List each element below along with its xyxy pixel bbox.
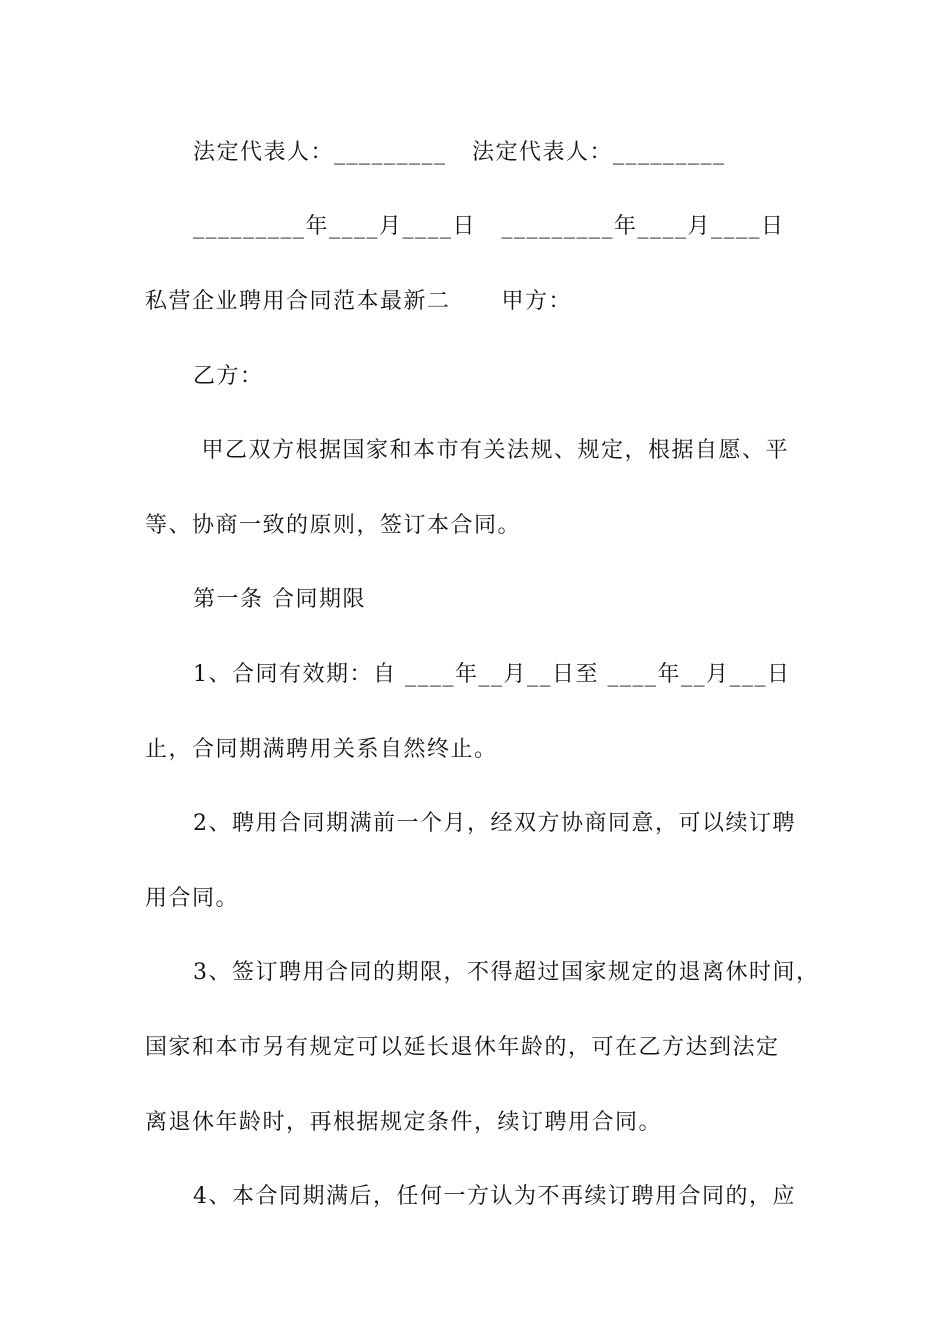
clause-1-line-2: 止，合同期满聘用关系自然终止。 <box>145 737 498 762</box>
signature-line: 法定代表人：_________ 法定代表人：_________ <box>193 140 726 165</box>
clause-2-line-1: 2、聘用合同期满前一个月，经双方协商同意，可以续订聘 <box>193 811 796 836</box>
article-1-heading: 第一条 合同期限 <box>193 587 366 612</box>
clause-1-line-1: 1、合同有效期：自 ____年__月__日至 ____年__月___日 <box>193 662 791 687</box>
contract-title-line: 私营企业聘用合同范本最新二 甲方： <box>145 289 572 314</box>
clause-2-line-2: 用合同。 <box>145 886 240 911</box>
party-b-label: 乙方： <box>193 364 264 389</box>
intro-paragraph-line-1: 甲乙双方根据国家和本市有关法规、规定，根据自愿、平 <box>193 438 789 463</box>
clause-4-line-1: 4、本合同期满后，任何一方认为不再续订聘用合同的，应 <box>193 1184 796 1209</box>
clause-3-line-2: 国家和本市另有规定可以延长退休年龄的，可在乙方达到法定 <box>145 1035 780 1060</box>
date-line: _________年____月____日 _________年____月____日 <box>193 214 785 239</box>
clause-3-line-1: 3、签订聘用合同的期限，不得超过国家规定的退离休时间， <box>193 960 820 985</box>
clause-3-line-3: 离退休年龄时，再根据规定条件，续订聘用合同。 <box>145 1110 663 1135</box>
intro-paragraph-line-2: 等、协商一致的原则，签订本合同。 <box>145 513 522 538</box>
